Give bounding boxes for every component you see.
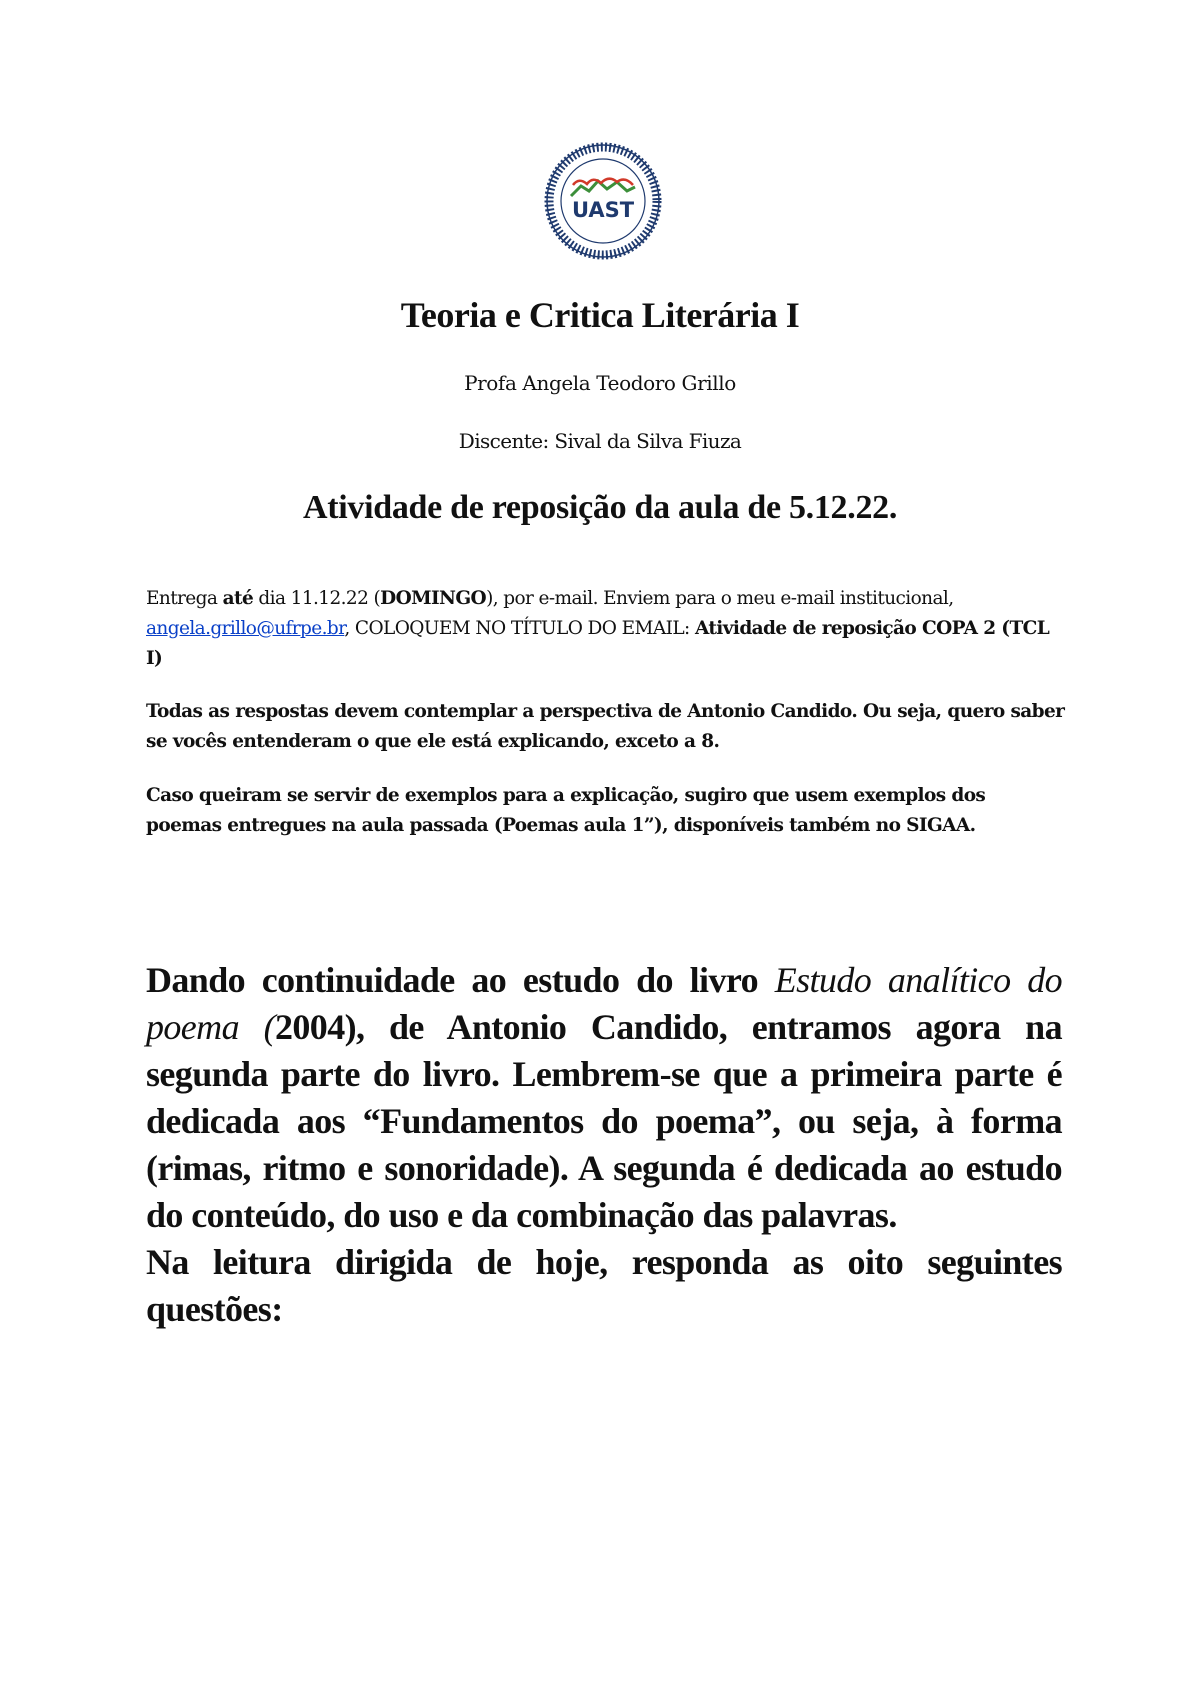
- delivery-instructions: [146, 584, 1066, 674]
- subject-prefix: , COLOQUEM NO TÍTULO DO EMAIL:: [344, 618, 695, 639]
- delivery-rest: ), por e-mail. Enviem para o meu e-mail institucional,: [486, 588, 954, 609]
- professor-name: Profa Angela Teodoro Grillo: [464, 371, 736, 395]
- student-name: Discente: Sival da Silva Fiuza: [458, 429, 742, 453]
- book-title: Estudo analítico do poema (: [146, 960, 1063, 1047]
- course-title: Teoria e Critica Literária I: [400, 295, 800, 335]
- logo-text: UAST: [571, 198, 635, 222]
- email-link[interactable]: angela.grillo@ufrpe.br: [146, 618, 345, 639]
- uast-logo: [543, 141, 663, 261]
- intro-paragraph: [146, 957, 1062, 1239]
- perspective-note: Todas as respostas devem contemplar a perspectiva de Antonio Candido. Ou seja, quero saber se vocês entenderam o que ele está explicando, exceto a 8.: [146, 701, 1065, 752]
- intro-rest: 2004), de Antonio Candido, entramos agora na segunda parte do livro. Lembrem-se que a primeira parte é dedicada aos “Fundamentos do poema”, ou seja, à forma (rimas, ritmo e sonoridade). A segunda é dedicada ao estudo do conteúdo, do uso e da combinação das palavras.: [146, 1007, 1063, 1235]
- closing-paragraph: Na leitura dirigida de hoje, responda as oito seguintes questões:: [146, 1242, 1062, 1329]
- delivery-day: DOMINGO: [380, 588, 487, 609]
- subject-title: Atividade de reposição COPA 2 (TCL I): [146, 618, 1050, 669]
- main-body: [146, 957, 1062, 1333]
- activity-title: Atividade de reposição da aula de 5.12.22.: [302, 489, 898, 526]
- delivery-date: dia 11.12.22 (: [253, 588, 381, 609]
- intro-start: Dando continuidade ao estudo do livro: [146, 960, 775, 1000]
- examples-note: Caso queiram se servir de exemplos para a explicação, sugiro que usem exemplos dos poemas entregues na aula passada (Poemas aula 1”), disponíveis também no SIGAA.: [146, 785, 986, 836]
- delivery-until: até: [222, 588, 254, 609]
- delivery-prefix: Entrega: [146, 588, 223, 609]
